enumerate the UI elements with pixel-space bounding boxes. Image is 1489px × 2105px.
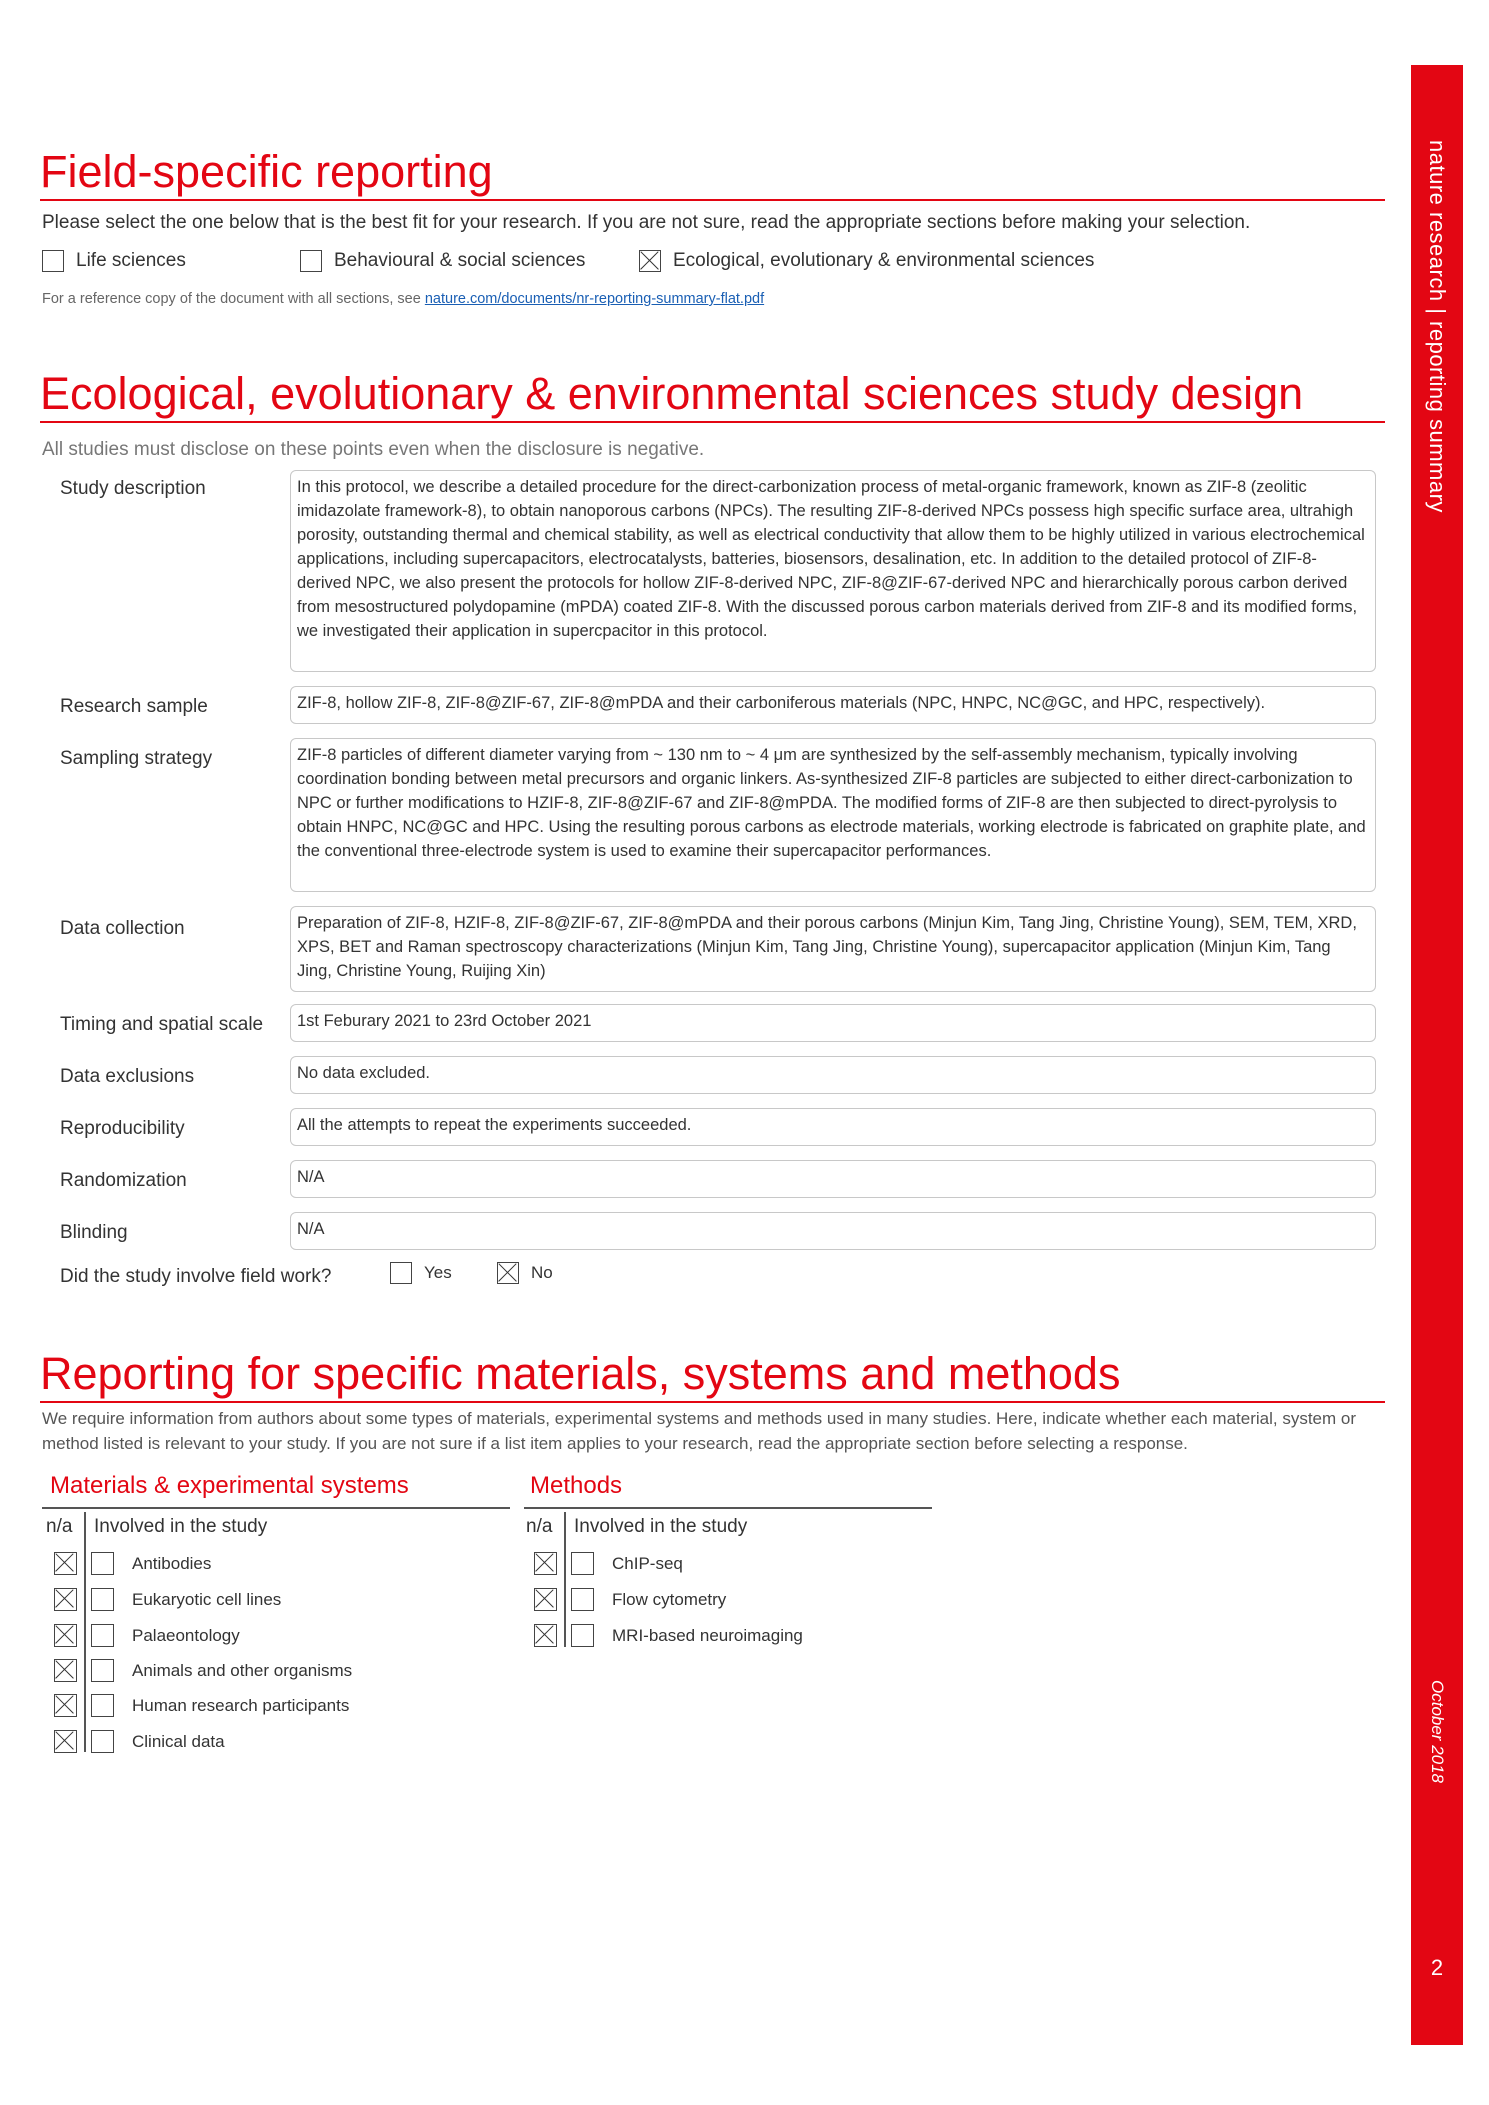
item-label: Eukaryotic cell lines: [132, 1589, 282, 1609]
checkbox-na-clinical[interactable]: [54, 1730, 77, 1753]
field-work-no[interactable]: [497, 1262, 553, 1284]
methods-col-na: n/a: [526, 1516, 553, 1537]
row-label-timing: Timing and spatial scale: [60, 1014, 264, 1035]
data-exclusions-box: No data excluded.: [290, 1056, 1376, 1094]
row-label-research-sample: Research sample: [60, 696, 208, 717]
row-label-data-collection: Data collection: [60, 918, 185, 939]
field-work-question: Did the study involve field work?: [60, 1266, 332, 1287]
option-ecological[interactable]: [639, 250, 1094, 272]
materials-rule: [42, 1507, 510, 1509]
yes-label: Yes: [424, 1263, 452, 1282]
checkbox-involved-mri[interactable]: [571, 1624, 594, 1647]
checkbox-na-palaeontology[interactable]: [54, 1624, 77, 1647]
checkbox-involved-animals[interactable]: [91, 1659, 114, 1682]
item-label: Clinical data: [132, 1731, 225, 1751]
row-label-study-description: Study description: [60, 478, 206, 499]
list-item: [534, 1552, 683, 1575]
field-instruction: Please select the one below that is the best fit for your research. If you are not sure, read the appropriate sections before making your selection.: [42, 212, 1251, 233]
heading-rule: [40, 421, 1385, 423]
disclosure-note: All studies must disclose on these points even when the disclosure is negative.: [42, 439, 705, 460]
data-collection-box: Preparation of ZIF-8, HZIF-8, ZIF-8@ZIF-67, ZIF-8@mPDA and their porous carbons (Minjun Kim, Tang Jing, Christine Young), SEM, TEM, XRD, XPS, BET and Raman spectroscopy characterizations (Minjun Kim, Tang Jing, Christine Young), supercapacitor application (Minjun Kim, Tang Jing, Christine Young, Ruijing Xin): [290, 906, 1376, 992]
checkbox-na-antibodies[interactable]: [54, 1552, 77, 1575]
methods-rule: [524, 1507, 932, 1509]
item-label: Antibodies: [132, 1553, 212, 1573]
materials-col-na: n/a: [46, 1516, 73, 1537]
reproducibility-box: All the attempts to repeat the experiments succeeded.: [290, 1108, 1376, 1146]
list-item: [54, 1624, 240, 1647]
row-label-randomization: Randomization: [60, 1170, 187, 1191]
list-item: [54, 1694, 349, 1717]
sidebar-title: nature research | reporting summary: [1425, 140, 1450, 513]
checkbox-field-work-yes[interactable]: [390, 1262, 412, 1284]
study-description-box: In this protocol, we describe a detailed procedure for the direct-carbonization process of metal-organic framework, known as ZIF-8 (zeolitic imidazolate framework-8), to obtain nanoporous carbons (NPCs). The resulting ZIF-8-derived NPCs possess high specific surface area, ultrahigh porosity, outstanding thermal and chemical stability, as well as electrical conductivity that allow them to be highly utilized in various electrochemical applications, including supercapacitors, electrocatalysts, batteries, biosensors, desalination, etc. In addition to the detailed protocol of ZIF-8-derived NPC, we also present the protocols for hollow ZIF-8-derived NPC, ZIF-8@ZIF-67-derived NPC and hierarchically porous carbon derived from mesostructured polydopamine (mPDA) coated ZIF-8. With the discussed porous carbon materials derived from ZIF-8 and its modified forms, we investigated their application in supercpacitor in this protocol.: [290, 470, 1376, 672]
checkbox-life-sciences[interactable]: [42, 250, 64, 272]
field-specific-heading: Field-specific reporting: [40, 146, 493, 197]
no-label: No: [531, 1263, 553, 1282]
checkbox-involved-chip-seq[interactable]: [571, 1552, 594, 1575]
item-label: MRI-based neuroimaging: [612, 1625, 803, 1645]
row-label-data-exclusions: Data exclusions: [60, 1066, 195, 1087]
blinding-box: N/A: [290, 1212, 1376, 1250]
item-label: Animals and other organisms: [132, 1660, 353, 1680]
checkbox-involved-eukaryotic[interactable]: [91, 1588, 114, 1611]
materials-methods-heading: Reporting for specific materials, systems and methods: [40, 1348, 1121, 1399]
option-label: Ecological, evolutionary & environmental sciences: [673, 250, 1095, 271]
option-life-sciences[interactable]: [42, 250, 186, 272]
option-label: Behavioural & social sciences: [334, 250, 586, 271]
methods-title: Methods: [530, 1472, 623, 1499]
list-item: [54, 1659, 352, 1682]
row-label-reproducibility: Reproducibility: [60, 1118, 185, 1139]
checkbox-na-flow-cytometry[interactable]: [534, 1588, 557, 1611]
materials-title: Materials & experimental systems: [50, 1472, 409, 1499]
reference-prefix: For a reference copy of the document with all sections, see: [42, 291, 425, 307]
item-label: ChIP-seq: [612, 1553, 683, 1573]
item-label: Palaeontology: [132, 1625, 240, 1645]
timing-box: 1st Feburary 2021 to 23rd October 2021: [290, 1004, 1376, 1042]
checkbox-involved-antibodies[interactable]: [91, 1552, 114, 1575]
item-label: Human research participants: [132, 1695, 350, 1715]
checkbox-behavioural-social[interactable]: [300, 250, 322, 272]
checkbox-involved-flow-cytometry[interactable]: [571, 1588, 594, 1611]
item-label: Flow cytometry: [612, 1589, 727, 1609]
checkbox-involved-human[interactable]: [91, 1694, 114, 1717]
list-item: [54, 1730, 225, 1753]
sidebar-date: October 2018: [1428, 1680, 1447, 1784]
research-sample-box: ZIF-8, hollow ZIF-8, ZIF-8@ZIF-67, ZIF-8@mPDA and their carboniferous materials (NPC, HNPC, NC@GC, and HPC, respectively).: [290, 686, 1376, 724]
reference-note: [42, 291, 764, 307]
checkbox-involved-palaeontology[interactable]: [91, 1624, 114, 1647]
checkbox-involved-clinical[interactable]: [91, 1730, 114, 1753]
randomization-box: N/A: [290, 1160, 1376, 1198]
reference-link[interactable]: nature.com/documents/nr-reporting-summary-flat.pdf: [424, 291, 765, 307]
checkbox-ecological-checked[interactable]: [639, 250, 661, 272]
methods-col-involved: Involved in the study: [574, 1516, 748, 1537]
study-design-heading: Ecological, evolutionary & environmental sciences study design: [40, 368, 1304, 419]
materials-col-involved: Involved in the study: [94, 1516, 268, 1537]
checkbox-field-work-no-checked[interactable]: [497, 1262, 519, 1284]
checkbox-na-chip-seq[interactable]: [534, 1552, 557, 1575]
list-item: [54, 1552, 211, 1575]
row-label-sampling-strategy: Sampling strategy: [60, 748, 213, 769]
materials-intro: We require information from authors about some types of materials, experimental systems and methods used in many studies. Here, indicate whether each material, system or method listed is relevant to your study. If you are not sure if a list item applies to your research, read the appropriate section before selecting a response.: [42, 1409, 1357, 1453]
heading-rule: [40, 199, 1385, 201]
list-item: [54, 1588, 281, 1611]
checkbox-na-animals[interactable]: [54, 1659, 77, 1682]
heading-rule: [40, 1401, 1385, 1403]
checkbox-na-mri[interactable]: [534, 1624, 557, 1647]
sampling-strategy-box: ZIF-8 particles of different diameter varying from ~ 130 nm to ~ 4 μm are synthesized by the self-assembly mechanism, typically involving coordination bonding between metal precursors and organic linkers. As-synthesized ZIF-8 particles are subjected to either direct-carbonization to NPC or further modifications to HZIF-8, ZIF-8@ZIF-67 and ZIF-8@mPDA. The modified forms of ZIF-8 are then subjected to direct-pyrolysis to obtain HNPC, NC@GC and HPC. Using the resulting porous carbons as electrode materials, working electrode is fabricated on graphite plate, and the conventional three-electrode system is used to examine their supercapacitor performances.: [290, 738, 1376, 892]
checkbox-na-human[interactable]: [54, 1694, 77, 1717]
checkbox-na-eukaryotic[interactable]: [54, 1588, 77, 1611]
list-item: [534, 1624, 803, 1647]
option-behavioural-social[interactable]: [300, 250, 585, 272]
option-label: Life sciences: [76, 250, 186, 271]
page-number: 2: [1430, 1955, 1444, 1980]
row-label-blinding: Blinding: [60, 1222, 128, 1243]
list-item: [534, 1588, 726, 1611]
field-work-yes[interactable]: [390, 1262, 452, 1284]
